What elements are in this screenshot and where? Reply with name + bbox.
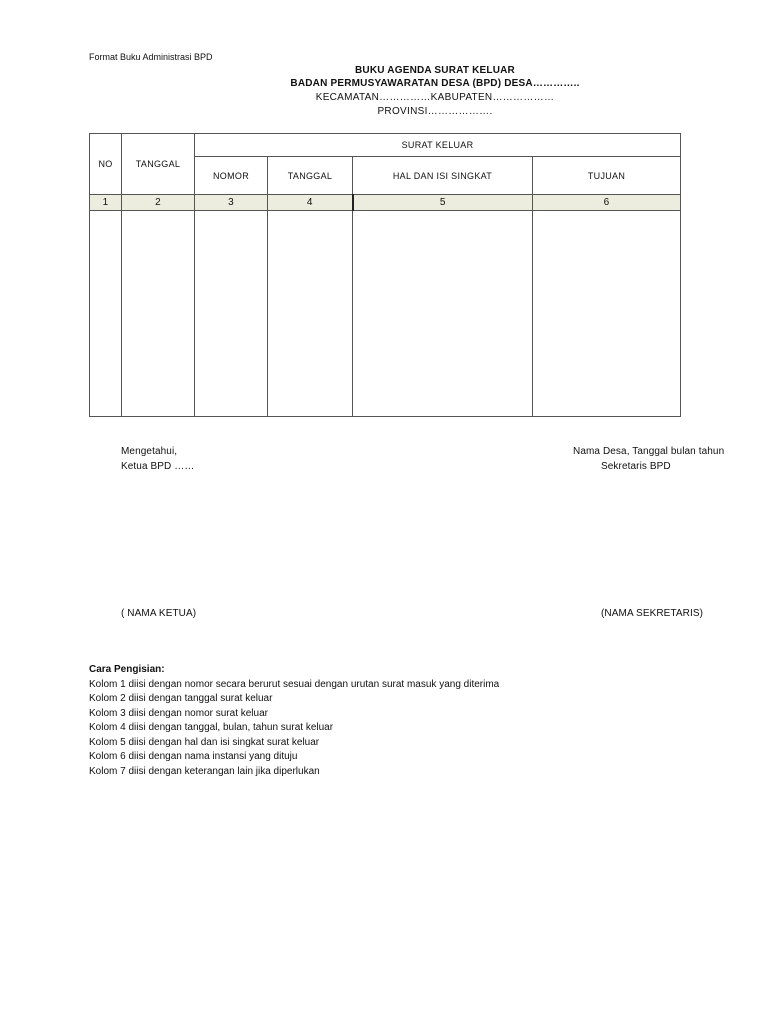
sign-left-line2: Ketua BPD …… xyxy=(121,461,195,472)
location-line: KECAMATAN……………KABUPATEN……………… xyxy=(315,92,555,103)
instruction-item: Kolom 2 diisi dengan tanggal surat keluar xyxy=(89,693,273,704)
table-cell[interactable] xyxy=(90,211,122,417)
table-cell[interactable] xyxy=(195,211,268,417)
province-line: PROVINSI………………. xyxy=(377,106,493,117)
header-surat-keluar: SURAT KELUAR xyxy=(195,134,681,157)
sign-right-line2: Sekretaris BPD xyxy=(601,461,671,472)
instruction-item: Kolom 6 diisi dengan nama instansi yang dituju xyxy=(89,751,298,762)
sign-right-block xyxy=(480,446,725,476)
col-number: 2 xyxy=(122,195,195,211)
instruction-item: Kolom 5 diisi dengan hal dan isi singkat surat keluar xyxy=(89,736,320,748)
col-number: 6 xyxy=(533,195,681,211)
format-label: Format Buku Administrasi BPD xyxy=(89,52,213,62)
instruction-item: Kolom 1 diisi dengan nomor secara berurut sesuai dengan urutan surat masuk yang diterima xyxy=(89,678,500,690)
table-cell[interactable] xyxy=(122,211,195,417)
document-title: BUKU AGENDA SURAT KELUAR xyxy=(355,65,515,76)
sign-right-name-block xyxy=(480,608,704,624)
header-tanggal: TANGGAL xyxy=(122,134,195,195)
table-cell[interactable] xyxy=(533,211,681,417)
table-cell[interactable] xyxy=(353,211,533,417)
instruction-item: Kolom 4 diisi dengan tanggal, bulan, tahun surat keluar xyxy=(89,722,334,733)
sign-left-line1: Mengetahui, xyxy=(121,446,178,457)
instructions xyxy=(89,663,499,779)
instruction-item: Kolom 7 diisi dengan keterangan lain jika diperlukan xyxy=(89,765,320,777)
col-number: 5 xyxy=(353,195,533,211)
header-no: NO xyxy=(90,134,122,195)
header-hal-isi: HAL DAN ISI SINGKAT xyxy=(353,157,533,195)
header-nomor: NOMOR xyxy=(195,157,268,195)
col-number: 4 xyxy=(268,195,353,211)
instructions-heading: Cara Pengisian: xyxy=(89,664,165,675)
agenda-table xyxy=(89,133,680,417)
header-tujuan: TUJUAN xyxy=(533,157,681,195)
col-number: 3 xyxy=(195,195,268,211)
sign-right-line1: Nama Desa, Tanggal bulan tahun xyxy=(573,446,725,457)
document-subtitle: BADAN PERMUSYAWARATAN DESA (BPD) DESA………….. xyxy=(290,78,580,89)
instruction-item: Kolom 3 diisi dengan nomor surat keluar xyxy=(89,707,268,719)
header-tanggal-surat: TANGGAL xyxy=(268,157,353,195)
table-cell[interactable] xyxy=(268,211,353,417)
col-number: 1 xyxy=(90,195,122,211)
sign-left-name: ( NAMA KETUA) xyxy=(121,608,197,619)
sign-right-name: (NAMA SEKRETARIS) xyxy=(601,608,704,619)
